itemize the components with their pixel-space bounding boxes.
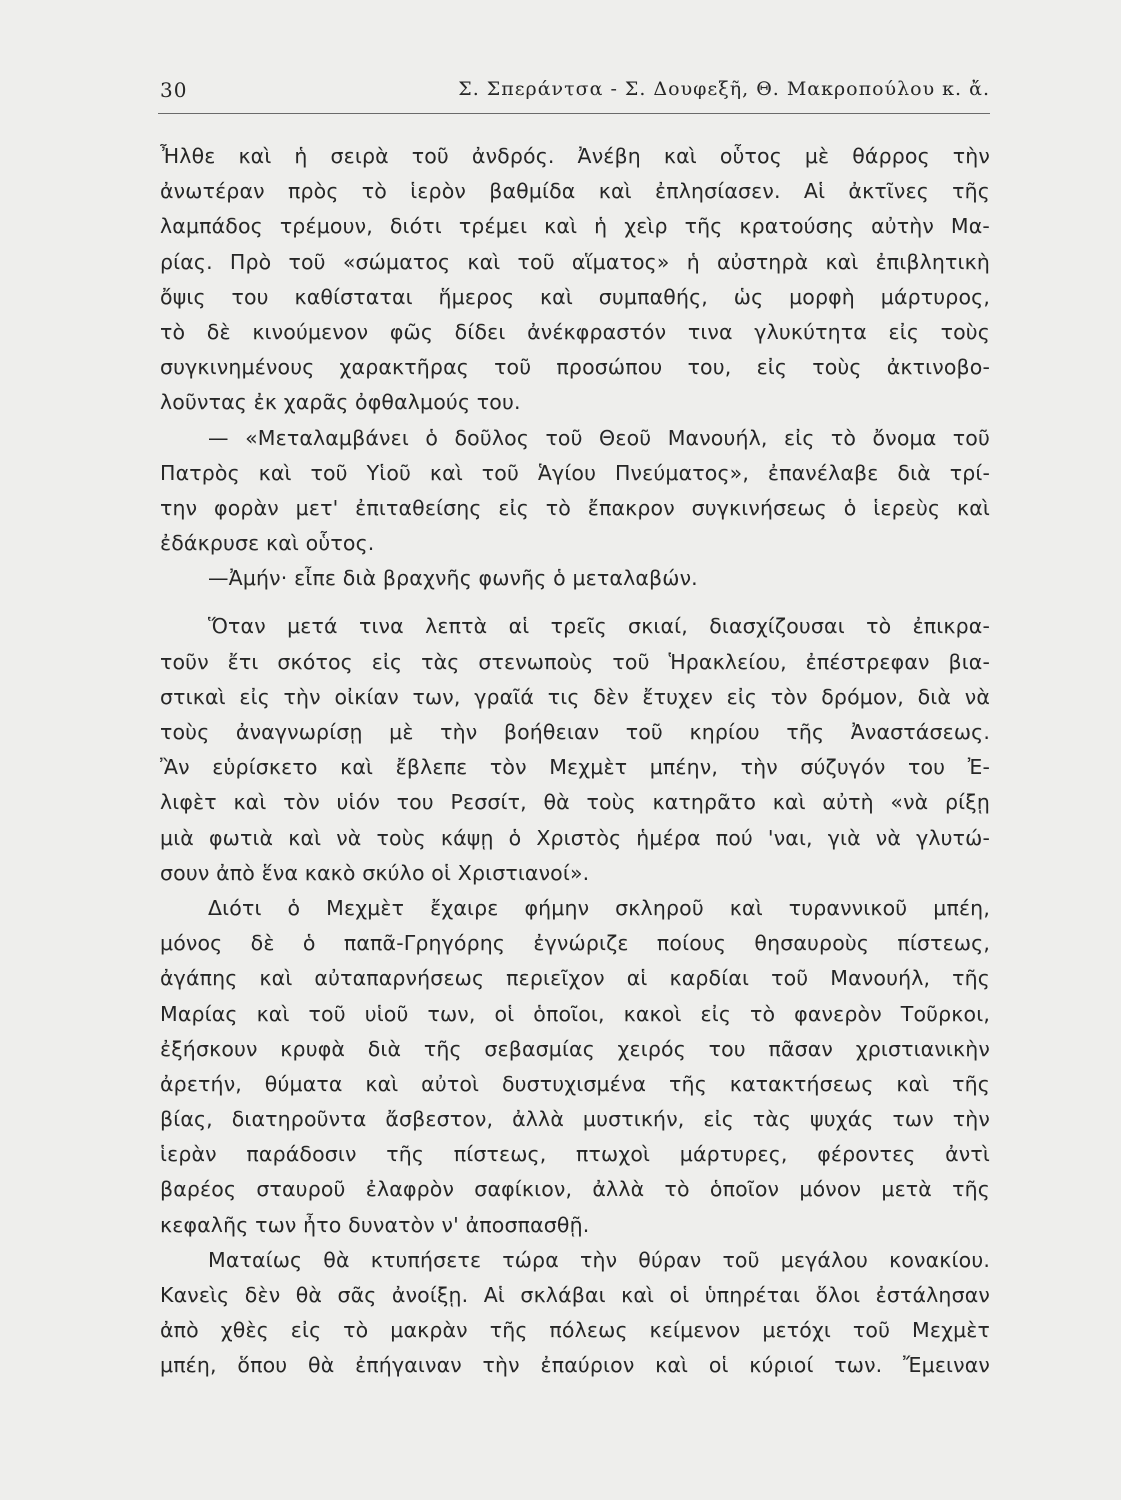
text-line: Μαρίας καὶ τοῦ υἱοῦ των, οἱ ὁποῖοι, κακοὶ εἰς τὸ φανερὸν Τοῦρκοι,	[160, 1001, 990, 1026]
text-line: μπέη, ὅπου θὰ ἐπήγαιναν τὴν ἐπαύριον καὶ οἱ κύριοί των. Ἔμειναν	[160, 1353, 990, 1378]
text-line: τοῦν ἔτι σκότος εἰς τὰς στενωποὺς τοῦ Ἡρακλείου, ἐπέστρεφαν βια-	[160, 649, 990, 674]
text-line: ὄψις του καθίσταται ἥμερος καὶ συμπαθής, ὡς μορφὴ μάρτυρος,	[160, 284, 990, 309]
text-line: βαρέος σταυροῦ ἐλαφρὸν σαφίκιον, ἀλλὰ τὸ ὁποῖον μόνον μετὰ τῆς	[160, 1177, 990, 1202]
text-line: Ματαίως θὰ κτυπήσετε τώρα τὴν θύραν τοῦ μεγάλου κονακίου.	[208, 1247, 990, 1272]
text-line: στικαὶ εἰς τὴν οἰκίαν των, γραῖά τις δὲν ἔτυχεν εἰς τὸν δρόμον, διὰ νὰ	[160, 684, 990, 709]
text-line: ἱερὰν παράδοσιν τῆς πίστεως, πτωχοὶ μάρτυρες, φέροντες ἀντὶ	[160, 1142, 990, 1167]
text-line: Ἦλθε καὶ ἡ σειρὰ τοῦ ἀνδρός. Ἀνέβη καὶ οὗτος μὲ θάρρος τὴν	[160, 144, 990, 168]
text-line: —Ἀμήν· εἶπε διὰ βραχνῆς φωνῆς ὁ μεταλαβών.	[208, 566, 698, 591]
text-line: μιὰ φωτιὰ καὶ νὰ τοὺς κάψῃ ὁ Χριστὸς ἡμέρα πού 'ναι, γιὰ νὰ γλυτώ-	[160, 825, 990, 850]
text-line: Κανεὶς δὲν θὰ σᾶς ἀνοίξῃ. Αἱ σκλάβαι καὶ οἱ ὑπηρέται ὅλοι ἐστάλησαν	[160, 1283, 990, 1307]
text-line: ἐξήσκουν κρυφὰ διὰ τῆς σεβασμίας χειρός του πᾶσαν χριστιανικὴν	[160, 1036, 990, 1061]
text-line: σουν ἀπὸ ἕνα κακὸ σκύλο οἱ Χριστιανοί».	[160, 860, 590, 885]
text-line: ἀρετήν, θύματα καὶ αὐτοὶ δυστυχισμένα τῆς κατακτήσεως καὶ τῆς	[160, 1071, 990, 1096]
text-line: ἀνωτέραν πρὸς τὸ ἱερὸν βαθμίδα καὶ ἐπλησίασεν. Αἱ ἀκτῖνες τῆς	[160, 179, 990, 204]
text-line: μόνος δὲ ὁ παπᾶ-Γρηγόρης ἐγνώριζε ποίους θησαυροὺς πίστεως,	[160, 931, 990, 956]
text-line: Πατρὸς καὶ τοῦ Υἱοῦ καὶ τοῦ Ἁγίου Πνεύματος», ἐπανέλαβε διὰ τρί-	[160, 460, 990, 485]
text-line: κεφαλῆς των ἦτο δυνατὸν ν' ἀποσπασθῇ.	[160, 1212, 590, 1237]
text-line: — «Μεταλαμβάνει ὁ δοῦλος τοῦ Θεοῦ Μανουήλ, εἰς τὸ ὄνομα τοῦ	[208, 425, 990, 450]
text-line: ἀγάπης καὶ αὐταπαρνήσεως περιεῖχον αἱ καρδίαι τοῦ Μανουήλ, τῆς	[160, 966, 990, 991]
text-line: Ἂν εὑρίσκετο καὶ ἔβλεπε τὸν Μεχμὲτ μπέην, τὴν σύζυγόν του Ἐ-	[160, 755, 990, 780]
text-line: ἀπὸ χθὲς εἰς τὸ μακρὰν τῆς πόλεως κείμενον μετόχι τοῦ Μεχμὲτ	[160, 1318, 990, 1343]
text-line: λαμπάδος τρέμουν, διότι τρέμει καὶ ἡ χεὶρ τῆς κρατούσης αὐτὴν Μα-	[160, 214, 990, 239]
text-line: συγκινημένους χαρακτῆρας τοῦ προσώπου του, εἰς τοὺς ἀκτινοβο-	[160, 355, 990, 380]
text-line: Ὅταν μετά τινα λεπτὰ αἱ τρεῖς σκιαί, διασχίζουσαι τὸ ἐπικρα-	[208, 614, 990, 639]
text-line: την φορὰν μετ' ἐπιταθείσης εἰς τὸ ἔπακρον συγκινήσεως ὁ ἱερεὺς καὶ	[160, 495, 990, 520]
text-line: τὸ δὲ κινούμενον φῶς δίδει ἀνέκφραστόν τινα γλυκύτητα εἰς τοὺς	[160, 319, 990, 344]
page-header	[160, 78, 990, 112]
text-line: Διότι ὁ Μεχμὲτ ἔχαιρε φήμην σκληροῦ καὶ τυραννικοῦ μπέη,	[208, 895, 990, 920]
header-rule	[158, 113, 990, 114]
text-line: λιφὲτ καὶ τὸν υἱόν του Ρεσσίτ, θὰ τοὺς κατηρᾶτο καὶ αὐτὴ «νὰ ρίξῃ	[160, 790, 990, 815]
page-number: 30	[160, 78, 188, 102]
body-text	[160, 139, 990, 1384]
text-line: ἐδάκρυσε καὶ οὗτος.	[160, 531, 375, 556]
text-line: λοῦντας ἐκ χαρᾶς ὀφθαλμούς του.	[160, 390, 521, 415]
running-head: Σ. Σπεράντσα - Σ. Δουφεξῆ, Θ. Μακροπούλου κ. ἄ.	[458, 78, 990, 100]
text-line: ρίας. Πρὸ τοῦ «σώματος καὶ τοῦ αἵματος» ἡ αὐστηρὰ καὶ ἐπιβλητικὴ	[160, 249, 990, 274]
text-line: βίας, διατηροῦντα ἄσβεστον, ἀλλὰ μυστικήν, εἰς τὰς ψυχάς των τὴν	[160, 1107, 990, 1132]
text-line: τοὺς ἀναγνωρίσῃ μὲ τὴν βοήθειαν τοῦ κηρίου τῆς Ἀναστάσεως.	[160, 720, 990, 744]
